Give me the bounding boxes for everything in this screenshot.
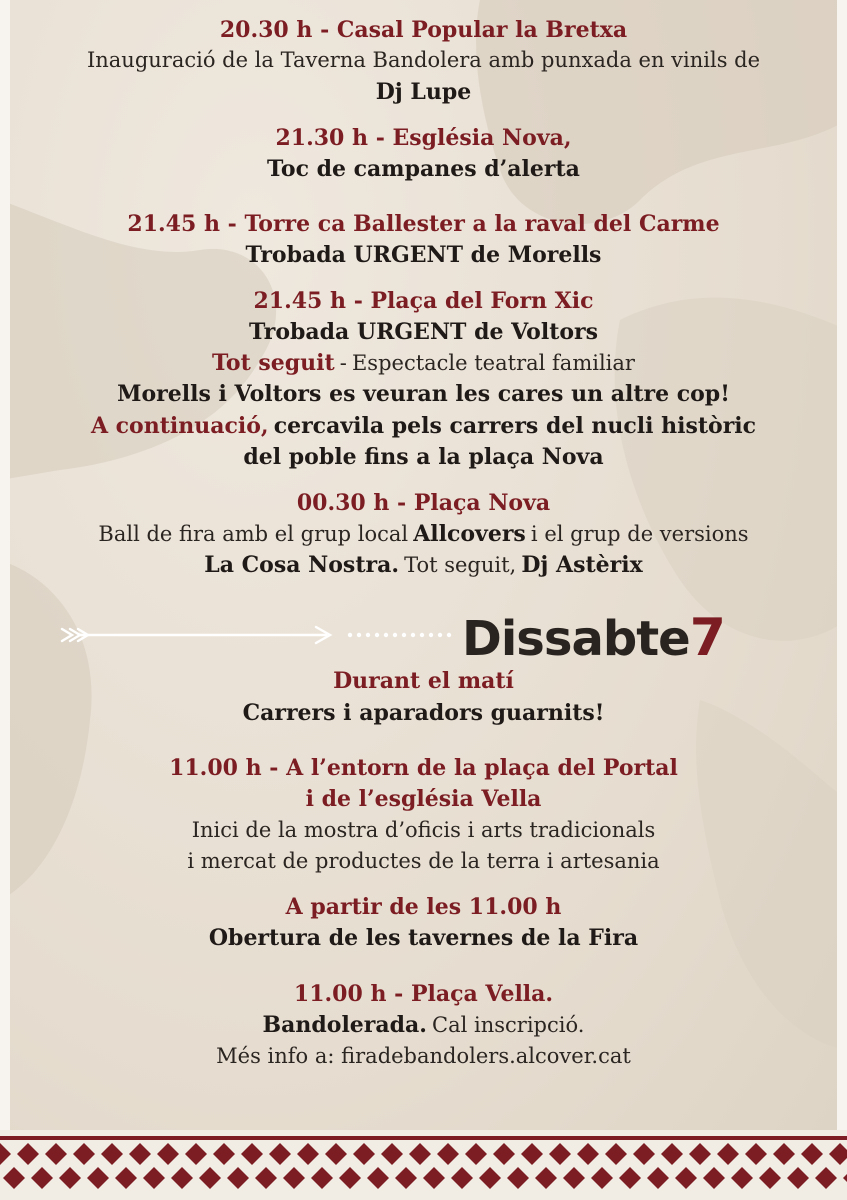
diamond-shape xyxy=(269,1143,291,1165)
event-heading xyxy=(10,754,837,782)
diamond-shape xyxy=(143,1167,165,1189)
description-text: Tot seguit, xyxy=(404,553,517,577)
event-place: Plaça Vella. xyxy=(410,981,554,1007)
event-performer: Dj Lupe xyxy=(375,79,472,105)
arrow-icon xyxy=(58,622,458,648)
diamond-shape xyxy=(745,1143,767,1165)
diamond-shape xyxy=(675,1167,697,1189)
event-description: Trobada URGENT de Voltors xyxy=(248,319,599,345)
event-description: Carrers i aparadors guarnits! xyxy=(242,700,605,726)
page-edge xyxy=(837,0,847,1200)
diamond-shape xyxy=(619,1167,641,1189)
event-heading xyxy=(10,980,837,1008)
event-place: Plaça Nova xyxy=(413,490,551,516)
event-time: 21.45 h xyxy=(127,211,220,237)
diamond-shape xyxy=(311,1167,333,1189)
diamond-shape xyxy=(409,1143,431,1165)
diamond-shape xyxy=(731,1167,753,1189)
diamond-pattern xyxy=(0,1130,847,1200)
diamond-shape xyxy=(31,1167,53,1189)
diamond-shape xyxy=(437,1143,459,1165)
event-description: del poble fins a la plaça Nova xyxy=(243,444,604,470)
diamond-shape xyxy=(647,1167,669,1189)
event-place: Torre ca Ballester a la raval del Carme xyxy=(244,211,720,237)
dj-name: Dj Astèrix xyxy=(521,552,643,578)
diamond-shape xyxy=(297,1143,319,1165)
diamond-shape xyxy=(213,1143,235,1165)
band-name: Allcovers xyxy=(413,521,526,547)
event-description xyxy=(10,1011,837,1041)
diamond-shape xyxy=(465,1143,487,1165)
event-description: Toc de campanes d’alerta xyxy=(267,156,580,182)
event-time: 20.30 h xyxy=(219,17,313,43)
diamond-shape xyxy=(717,1143,739,1165)
diamond-shape xyxy=(3,1167,25,1189)
diamond-shape xyxy=(507,1167,529,1189)
event-heading xyxy=(10,210,837,238)
diamond-shape xyxy=(367,1167,389,1189)
diamond-shape xyxy=(115,1167,137,1189)
diamond-shape xyxy=(605,1143,627,1165)
diamond-shape xyxy=(185,1143,207,1165)
diamond-shape xyxy=(661,1143,683,1165)
description-text: i el grup de versions xyxy=(530,522,749,546)
event-heading xyxy=(10,16,837,44)
event-description: Inici de la mostra d’oficis i arts tradicionals xyxy=(191,818,656,842)
event-place: Casal Popular la Bretxa xyxy=(336,17,628,43)
diamond-shape xyxy=(395,1167,417,1189)
followup-text: Espectacle teatral familiar xyxy=(351,351,635,375)
continuation-label: A continuació, xyxy=(90,413,269,439)
diamond-shape xyxy=(787,1167,809,1189)
day-number: 7 xyxy=(689,608,725,668)
event-heading: A partir de les 11.00 h xyxy=(285,894,562,920)
diamond-shape xyxy=(283,1167,305,1189)
diamond-shape xyxy=(759,1167,781,1189)
event-time: 11.00 h xyxy=(169,755,262,781)
diamond-shape xyxy=(423,1167,445,1189)
event-heading xyxy=(10,489,837,517)
event-continuation xyxy=(10,412,837,442)
diamond-shape xyxy=(325,1143,347,1165)
event-heading xyxy=(10,287,837,315)
diamond-shape xyxy=(255,1167,277,1189)
diamond-shape xyxy=(87,1167,109,1189)
diamond-shape xyxy=(493,1143,515,1165)
description-text: Ball de fira amb el grup local xyxy=(98,522,409,546)
event-heading: Durant el matí xyxy=(333,668,514,694)
separator: - xyxy=(397,490,407,516)
diamond-shape xyxy=(479,1167,501,1189)
event-place: Església Nova, xyxy=(392,125,572,151)
more-info-text: Més info a: firadebandolers.alcover.cat xyxy=(216,1044,631,1068)
diamond-shape xyxy=(801,1143,823,1165)
diamond-shape xyxy=(59,1167,81,1189)
day-title xyxy=(462,608,725,668)
diamond-shape xyxy=(73,1143,95,1165)
followup-label: Tot seguit xyxy=(212,350,335,376)
event-time: 21.30 h xyxy=(275,125,369,151)
decorative-border xyxy=(0,1130,847,1200)
diamond-shape xyxy=(45,1143,67,1165)
day-label: Dissabte xyxy=(462,611,690,667)
diamond-shape xyxy=(689,1143,711,1165)
event-time: 11.00 h xyxy=(293,981,387,1007)
band-name: La Cosa Nostra. xyxy=(204,552,399,578)
event-heading xyxy=(10,124,837,152)
day-heading xyxy=(10,600,837,670)
event-description xyxy=(10,551,837,581)
diamond-shape xyxy=(773,1143,795,1165)
event-description: Trobada URGENT de Morells xyxy=(245,242,602,268)
separator: - xyxy=(320,17,330,43)
separator: - xyxy=(394,981,404,1007)
diamond-shape xyxy=(101,1143,123,1165)
diamond-shape xyxy=(633,1143,655,1165)
separator: - xyxy=(339,351,347,375)
diamond-shape xyxy=(521,1143,543,1165)
event-place: Plaça del Forn Xic xyxy=(370,288,594,314)
page-edge xyxy=(0,0,10,1200)
event-place: A l’entorn de la plaça del Portal xyxy=(286,755,678,781)
diamond-shape xyxy=(157,1143,179,1165)
continuation-text: cercavila pels carrers del nucli històric xyxy=(273,413,757,439)
separator: - xyxy=(269,755,279,781)
diamond-shape xyxy=(381,1143,403,1165)
event-time: 21.45 h xyxy=(253,288,347,314)
diamond-shape xyxy=(549,1143,571,1165)
diamond-shape xyxy=(17,1143,39,1165)
diamond-shape xyxy=(171,1167,193,1189)
event-description: Morells i Voltors es veuran les cares un altre cop! xyxy=(117,381,730,407)
diamond-shape xyxy=(451,1167,473,1189)
activity-name: Bandolerada. xyxy=(262,1012,427,1038)
event-description: Obertura de les tavernes de la Fira xyxy=(208,925,639,951)
diamond-shape xyxy=(829,1143,847,1165)
separator: - xyxy=(227,211,237,237)
separator: - xyxy=(375,125,385,151)
diamond-shape xyxy=(129,1143,151,1165)
diamond-shape xyxy=(577,1143,599,1165)
diamond-shape xyxy=(0,1143,11,1165)
event-description: i mercat de productes de la terra i artesania xyxy=(187,849,660,873)
event-place-continued: i de l’església Vella xyxy=(305,786,542,812)
diamond-shape xyxy=(241,1143,263,1165)
diamond-shape xyxy=(815,1167,837,1189)
diamond-shape xyxy=(353,1143,375,1165)
diamond-shape xyxy=(591,1167,613,1189)
diamond-shape xyxy=(703,1167,725,1189)
event-followup xyxy=(10,349,837,379)
diamond-shape xyxy=(227,1167,249,1189)
event-description xyxy=(10,520,837,550)
diamond-shape xyxy=(199,1167,221,1189)
description-text: Cal inscripció. xyxy=(432,1013,585,1037)
diamond-shape xyxy=(339,1167,361,1189)
separator: - xyxy=(353,288,363,314)
diamond-shape xyxy=(535,1167,557,1189)
diamond-shape xyxy=(843,1167,847,1189)
event-description: Inauguració de la Taverna Bandolera amb punxada en vinils de xyxy=(86,48,761,72)
event-time: 00.30 h xyxy=(296,490,390,516)
diamond-shape xyxy=(563,1167,585,1189)
